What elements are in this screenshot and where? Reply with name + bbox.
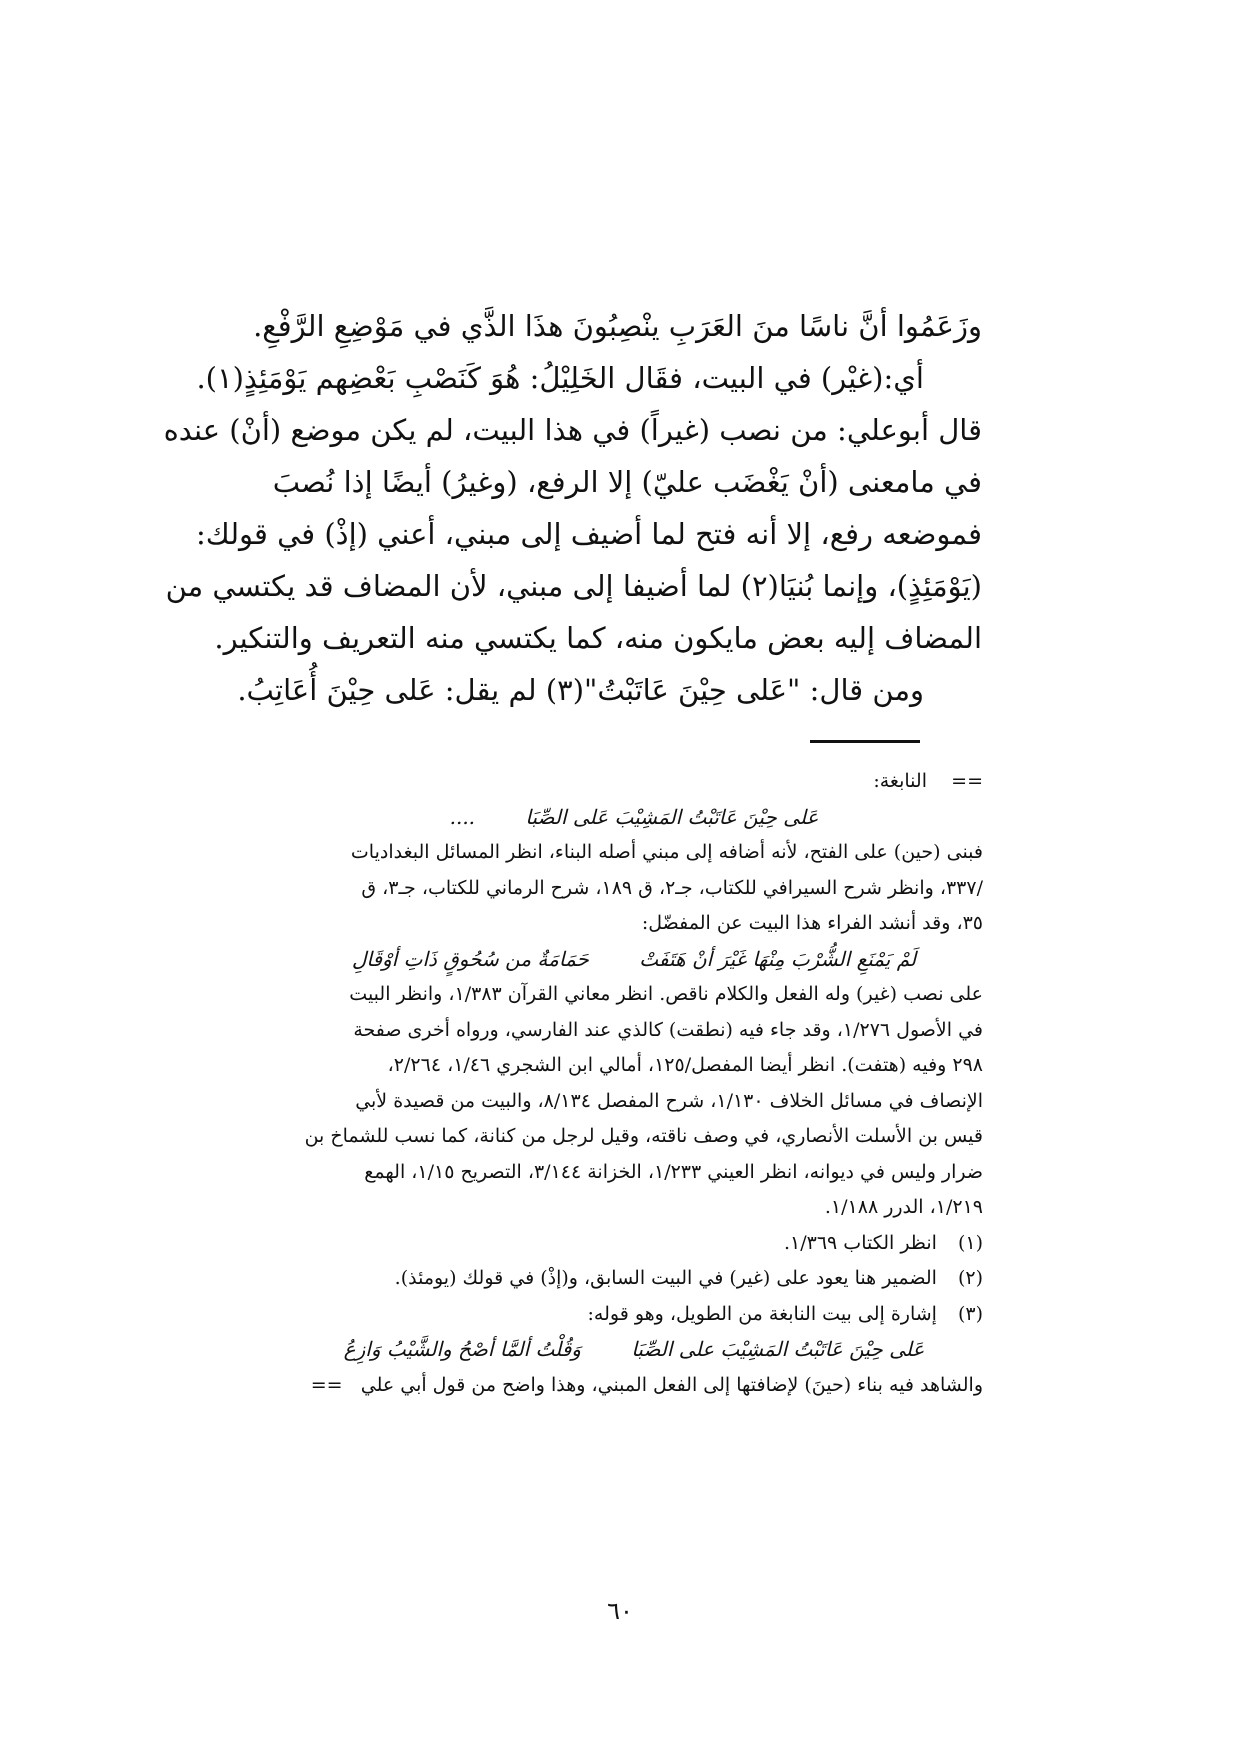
poem-ellipsis: .... xyxy=(449,804,476,829)
poem-hemistich: لَمْ يَمْنَعِ الشُّرْبَ مِنْهَا غَيْرَ أنْ هَتَفَتْ xyxy=(639,946,917,971)
footnote-line: الإنصاف في مسائل الخلاف ١/١٣٠، شرح المفصل ٨/١٣٤، والبيت من قصيدة لأبي xyxy=(355,1089,983,1112)
main-line: وزَعَمُوا أنَّ ناسًا منَ العَرَبِ ينْصِبُونَ هذَا الذَّي في مَوْضِعِ الرَّفْعِ. xyxy=(253,309,982,343)
footnote-line xyxy=(285,764,983,800)
main-line: في مامعنى (أنْ يَغْضَب عليّ) إلا الرفع، (وغيرُ) أيضًا إذا نُصبَ xyxy=(272,465,982,499)
footnote-item xyxy=(285,1226,983,1262)
footnote-item xyxy=(285,1297,983,1333)
footnote-text: الضمير هنا يعود على (غير) في البيت السابق، و(إذْ) في قولك (يومئذ). xyxy=(394,1267,937,1289)
main-line: المضاف إليه بعض مايكون منه، كما يكتسي منه التعريف والتنكير. xyxy=(214,621,982,655)
poem-hemistich: حَمَامَةٌ من سُحُوقٍ ذَاتِ أوْقَالِ xyxy=(351,946,589,971)
footnote-text: النابغة: xyxy=(873,770,927,792)
page-number: ٦٠ xyxy=(607,1597,633,1625)
footnote-line: ضرار وليس في ديوانه، انظر العيني ١/٢٣٣، الخزانة ٣/١٤٤، التصريح ١/١٥، الهمع xyxy=(364,1160,983,1183)
main-line: ومن قال: "عَلى حِيْنَ عَاتَبْتُ"(٣) لم يقل: عَلى حِيْنَ أُعَاتِبُ. xyxy=(237,673,924,707)
footnote-line: في الأصول ١/٢٧٦، وقد جاء فيه (نطقت) كالذي عند الفارسي، ورواه أخرى صفحة xyxy=(353,1018,983,1041)
footnote-line: ٣٥، وقد أنشد الفراء هذا البيت عن المفضّل: xyxy=(641,912,983,934)
main-line: قال أبوعلي: من نصب (غيراً) في هذا البيت، لم يكن موضع (أنْ) عنده xyxy=(163,413,982,447)
footnote-text: انظر الكتاب ١/٣٦٩. xyxy=(783,1231,937,1254)
footnote-line: فبنى (حين) على الفتح، لأنه أضافه إلى مبني أصله البناء، انظر المسائل البغداديات xyxy=(350,841,983,863)
footnote-number: (٢) xyxy=(957,1267,983,1289)
footnote-poem xyxy=(285,942,983,978)
footnote-line xyxy=(285,1368,983,1404)
footnote-poem xyxy=(285,800,983,836)
main-line: (يَوْمَئِذٍ)، وإنما بُنيَا(٢) لما أضيفا إلى مبني، لأن المضاف قد يكتسي من xyxy=(165,569,982,603)
footnote-continuation-marker: == xyxy=(951,770,983,792)
footnote-text: إشارة إلى بيت النابغة من الطويل، وهو قوله: xyxy=(587,1302,937,1325)
footnote-continuation-marker: == xyxy=(310,1373,343,1396)
footnote-number: (٣) xyxy=(957,1302,983,1325)
poem-hemistich: وَقُلْتُ ألمَّا أصْحُ والشَّيْبُ وَازِعُ xyxy=(343,1337,581,1361)
footnote-separator xyxy=(810,740,920,743)
footnote-line: /٣٣٧، وانظر شرح السيرافي للكتاب، جـ٢، ق ١٨٩، شرح الرماني للكتاب، جـ٣، ق xyxy=(361,876,983,899)
main-line: فموضعه رفع، إلا أنه فتح لما أضيف إلى مبني، أعني (إذْ) في قولك: xyxy=(196,517,982,551)
footnote-line: ٢٩٨ وفيه (هتفت). انظر أيضا المفصل/١٢٥، أمالي ابن الشجري ١/٤٦، ٢/٢٦٤، xyxy=(387,1054,983,1076)
footnote-line: ١/٢١٩، الدرر ١/١٨٨. xyxy=(824,1196,983,1218)
footnotes xyxy=(285,764,983,1403)
footnote-text: والشاهد فيه بناء (حينَ) لإضافتها إلى الفعل المبني، وهذا واضح من قول أبي علي xyxy=(360,1373,983,1396)
footnote-item xyxy=(285,1261,983,1297)
footnote-line: قيس بن الأسلت الأنصاري، في وصف ناقته، وقيل لرجل من كنانة، كما نسب للشماخ بن xyxy=(304,1125,983,1147)
main-text xyxy=(140,300,982,716)
footnote-poem xyxy=(285,1332,983,1368)
footnote-line: على نصب (غير) وله الفعل والكلام ناقص. انظر معاني القرآن ١/٣٨٣، وانظر البيت xyxy=(349,983,983,1005)
main-line: أي:(غيْر) في البيت، فقَال الخَلِيْلُ: هُوَ كَنَصْبِ بَعْضِهم يَوْمَئِذٍ(١). xyxy=(196,361,924,395)
footnote-number: (١) xyxy=(957,1231,983,1254)
poem-hemistich: عَلى حِيْنَ عَاتَبْتُ المَشِيْبَ عَلى الصِّبَا xyxy=(525,804,819,829)
poem-hemistich: عَلى حِيْنَ عَاتَبْتُ المَشِيْبَ على الصِّبَا xyxy=(631,1337,925,1361)
